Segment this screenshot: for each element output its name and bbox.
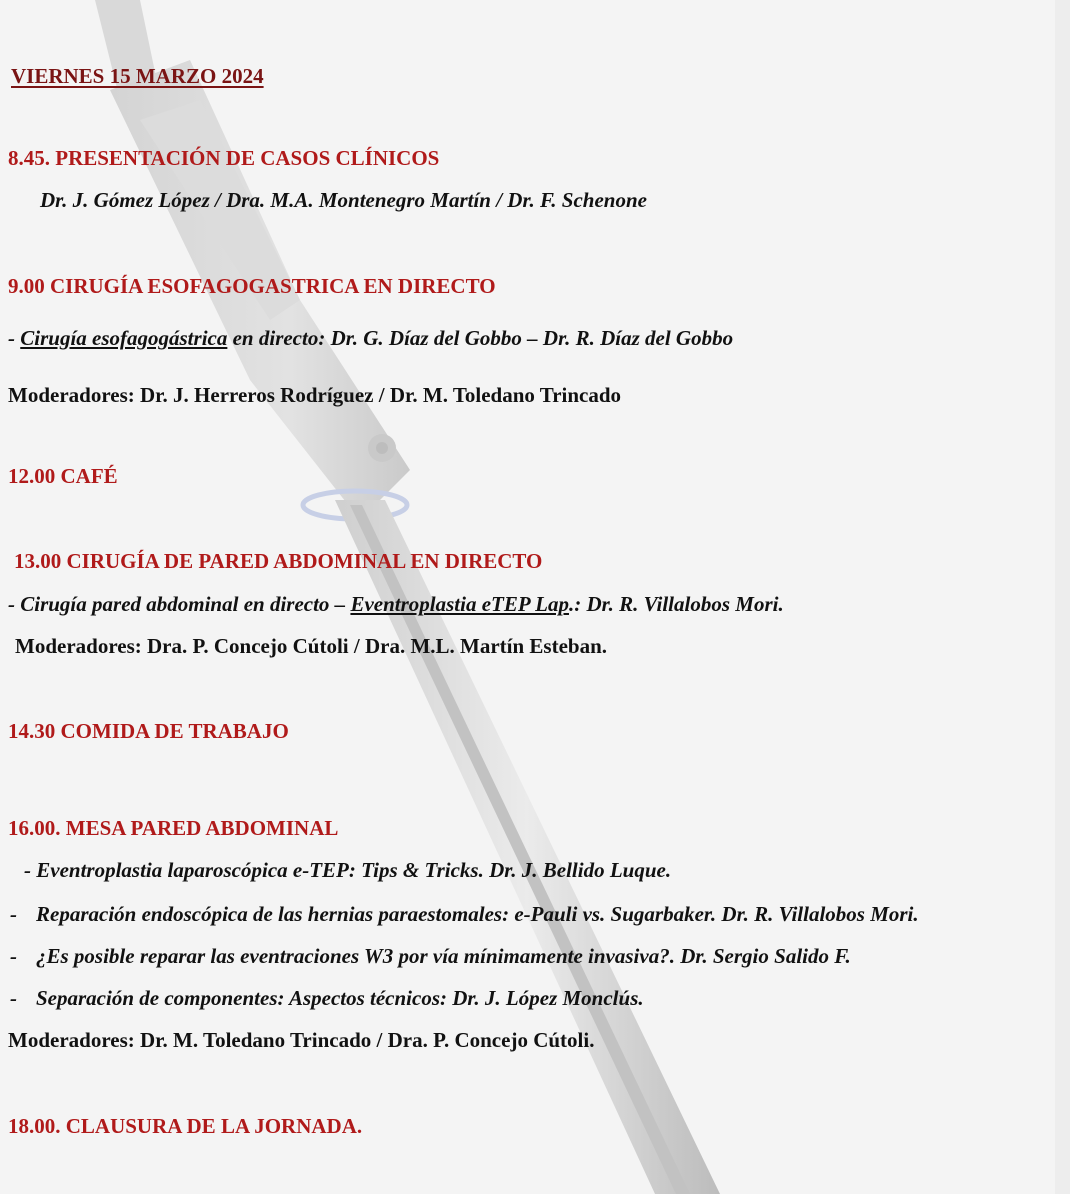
session-title-esofagogastrica: 9.00 CIRUGÍA ESOFAGOGASTRICA EN DIRECTO [8,274,496,298]
session-title-pared-abdominal-directo: 13.00 CIRUGÍA DE PARED ABDOMINAL EN DIRECTO [14,549,543,573]
session-title-mesa-pared-abdominal: 16.00. MESA PARED ABDOMINAL [8,816,339,840]
talk-bullet: - [10,986,17,1010]
item-underlined-topic: Eventroplastia eTEP Lap [350,592,569,616]
talk-paraestomales: Reparación endoscópica de las hernias paraestomales: e-Pauli vs. Sugarbaker. Dr. R. Villalobos Mori. [36,902,919,926]
talk-separacion-componentes: Separación de componentes: Aspectos técnicos: Dr. J. López Monclús. [36,986,644,1010]
session-moderators-esofagogastrica: Moderadores: Dr. J. Herreros Rodríguez / Dr. M. Toledano Trincado [8,383,622,407]
session-title-cafe: 12.00 CAFÉ [8,464,118,488]
item-prefix: - [8,326,21,350]
talk-bullet: - [10,944,17,968]
session-moderators-pared-abdominal-directo: Moderadores: Dra. P. Concejo Cútoli / Dra. M.L. Martín Esteban. [15,634,608,658]
item-underlined-topic: Cirugía esofagogástrica [20,326,228,350]
session-moderators-mesa-pared-abdominal: Moderadores: Dr. M. Toledano Trincado / Dra. P. Concejo Cútoli. [8,1028,595,1052]
session-title-casos-clinicos: 8.45. PRESENTACIÓN DE CASOS CLÍNICOS [8,146,440,170]
item-rest: .: Dr. R. Villalobos Mori. [568,592,784,616]
talk-eventraciones-w3: ¿Es posible reparar las eventraciones W3 por vía mínimamente invasiva?. Dr. Sergio Salido F. [36,944,851,968]
session-item-pared-abdominal-directo [8,592,784,616]
item-rest: en directo: Dr. G. Díaz del Gobbo – Dr. R. Díaz del Gobbo [227,326,734,350]
date-heading: VIERNES 15 MARZO 2024 [11,64,264,88]
session-title-clausura: 18.00. CLAUSURA DE LA JORNADA. [8,1114,363,1138]
talk-bullet: - [10,902,17,926]
item-prefix: - Cirugía pared abdominal en directo – [8,592,351,616]
session-title-comida: 14.30 COMIDA DE TRABAJO [8,719,289,743]
talk-etep-tips: - Eventroplastia laparoscópica e-TEP: Tips & Tricks. Dr. J. Bellido Luque. [24,858,672,882]
session-speakers-casos-clinicos: Dr. J. Gómez López / Dra. M.A. Montenegro Martín / Dr. F. Schenone [40,188,647,212]
session-item-esofagogastrica [8,326,733,350]
